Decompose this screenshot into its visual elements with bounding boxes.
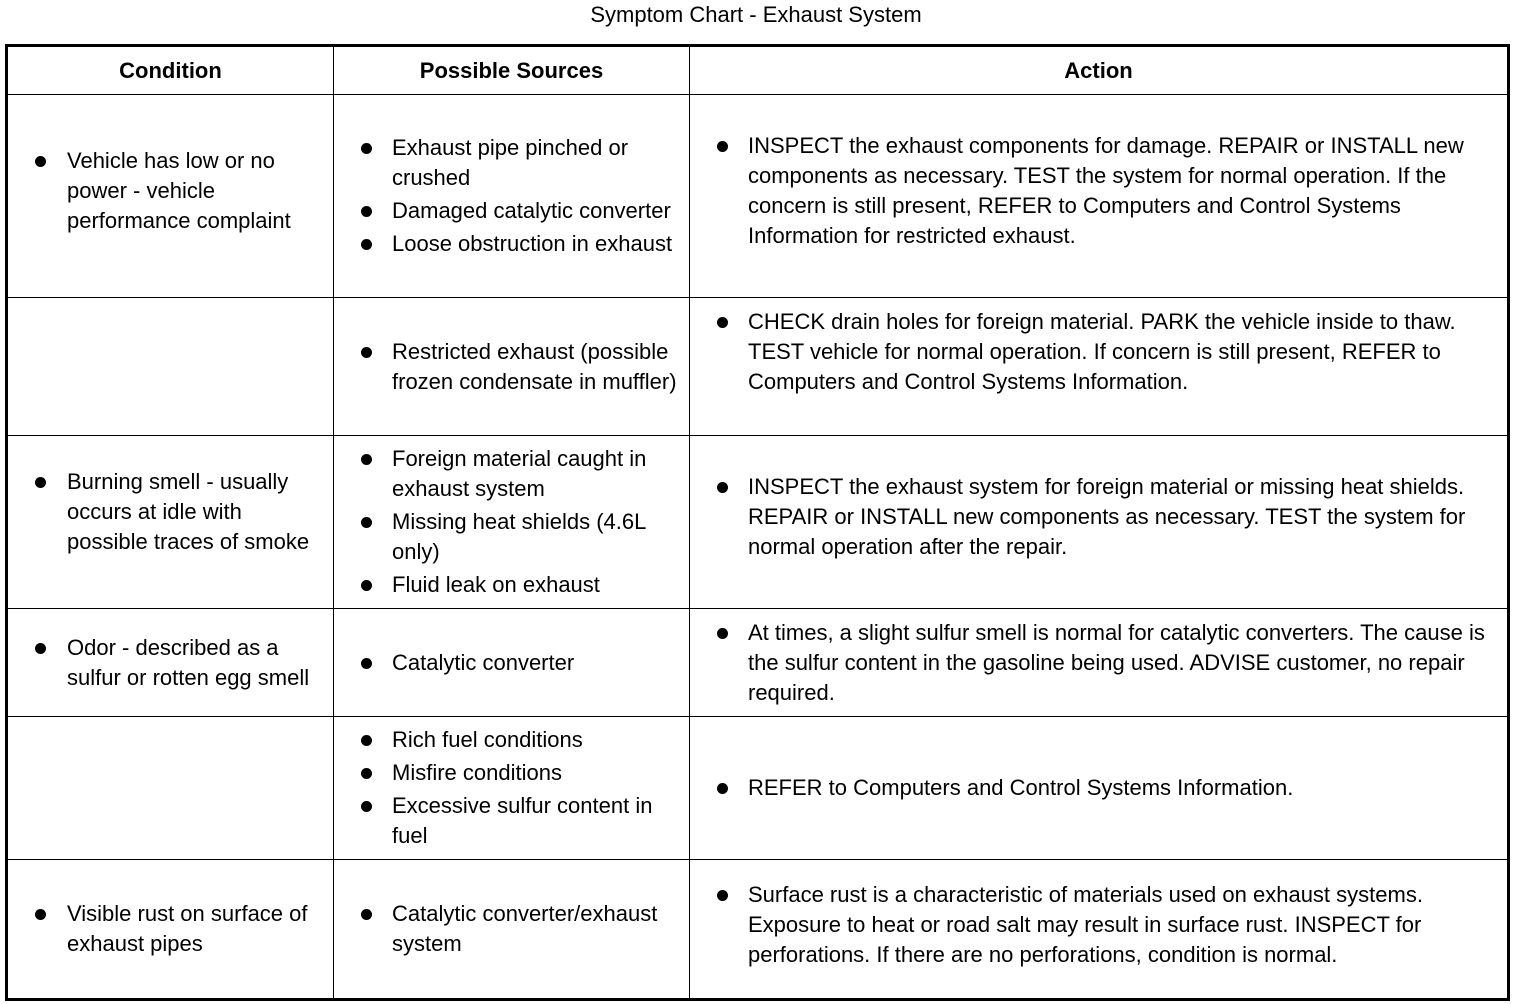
bullet-icon (361, 909, 372, 920)
condition-item (8, 146, 333, 236)
source-text: Fluid leak on exhaust (392, 572, 600, 597)
action-item (690, 773, 1507, 803)
source-text: Excessive sulfur content in fuel (392, 793, 653, 848)
action-cell (690, 609, 1509, 717)
bullet-icon (361, 454, 372, 465)
bullet-icon (361, 801, 372, 812)
source-item (334, 444, 689, 504)
condition-cell (7, 298, 334, 436)
condition-cell (7, 436, 334, 609)
condition-text: Odor - described as a sulfur or rotten egg smell (67, 634, 310, 690)
source-item (334, 648, 689, 678)
source-item (334, 133, 689, 193)
column-header-action: Action (690, 46, 1509, 95)
action-item (690, 131, 1507, 251)
bullet-icon (361, 347, 372, 358)
bullet-icon (717, 783, 728, 794)
action-item (690, 880, 1507, 970)
sources-cell (334, 95, 690, 298)
action-cell (690, 95, 1509, 298)
condition-item (8, 467, 333, 557)
condition-cell (7, 717, 334, 860)
bullet-icon (361, 768, 372, 779)
action-cell (690, 298, 1509, 436)
bullet-icon (361, 735, 372, 746)
condition-item (8, 633, 333, 693)
sources-cell (334, 436, 690, 609)
symptom-chart-table (5, 44, 1510, 1001)
action-text: INSPECT the exhaust components for damage. REPAIR or INSTALL new components as necessary. TEST the system for normal operation. If the concern is still present, REFER to Computers and Control Systems Information for restricted exhaust. (748, 133, 1464, 248)
source-text: Exhaust pipe pinched or crushed (392, 135, 629, 190)
action-text: INSPECT the exhaust system for foreign material or missing heat shields. REPAIR or INSTALL new components as necessary. TEST the system for normal operation after the repair. (748, 474, 1466, 559)
source-item (334, 507, 689, 567)
action-text: REFER to Computers and Control Systems Information. (748, 775, 1294, 800)
source-text: Damaged catalytic converter (392, 198, 671, 223)
bullet-icon (717, 890, 728, 901)
action-item (690, 618, 1507, 708)
page-title: Symptom Chart - Exhaust System (590, 2, 922, 27)
bullet-icon (35, 909, 46, 920)
action-item (690, 307, 1507, 397)
source-item (334, 725, 689, 755)
action-text: Surface rust is a characteristic of materials used on exhaust systems. Exposure to heat or road salt may result in surface rust. INSPECT for perforations. If there are no perforations, condition is normal. (748, 882, 1423, 967)
condition-cell (7, 609, 334, 717)
source-text: Missing heat shields (4.6L only) (392, 509, 646, 564)
source-item (334, 791, 689, 851)
table-row (7, 609, 1509, 717)
condition-text: Burning smell - usually occurs at idle with possible traces of smoke (67, 469, 310, 554)
bullet-icon (361, 143, 372, 154)
source-text: Restricted exhaust (possible frozen condensate in muffler) (392, 338, 677, 394)
condition-cell (7, 95, 334, 298)
action-cell (690, 717, 1509, 860)
bullet-icon (35, 477, 46, 488)
source-text: Foreign material caught in exhaust system (392, 446, 647, 501)
sources-cell (334, 717, 690, 860)
source-item (334, 758, 689, 788)
sources-cell (334, 609, 690, 717)
table-row (7, 436, 1509, 609)
sources-cell (334, 298, 690, 436)
table-row (7, 717, 1509, 860)
bullet-icon (361, 517, 372, 528)
table-row (7, 95, 1509, 298)
source-item (334, 337, 689, 397)
bullet-icon (717, 628, 728, 639)
action-item (690, 472, 1507, 562)
table-header-row (7, 46, 1509, 95)
bullet-icon (35, 643, 46, 654)
source-item (334, 229, 689, 259)
bullet-icon (361, 658, 372, 669)
bullet-icon (361, 580, 372, 591)
source-text: Catalytic converter/exhaust system (392, 901, 658, 956)
column-header-possible-sources: Possible Sources (334, 46, 690, 95)
bullet-icon (361, 206, 372, 217)
source-item (334, 899, 689, 959)
condition-cell (7, 860, 334, 1000)
condition-text: Vehicle has low or no power - vehicle performance complaint (67, 148, 291, 233)
source-text: Loose obstruction in exhaust (392, 231, 673, 256)
action-text: At times, a slight sulfur smell is normal for catalytic converters. The cause is the sulfur content in the gasoline being used. ADVISE customer, no repair required. (748, 619, 1485, 705)
action-text: CHECK drain holes for foreign material. PARK the vehicle inside to thaw. TEST vehicle for normal operation. If concern is still present, REFER to Computers and Control Systems Information. (748, 308, 1456, 394)
sources-cell (334, 860, 690, 1000)
source-text: Misfire conditions (392, 760, 562, 785)
bullet-icon (717, 482, 728, 493)
bullet-icon (35, 156, 46, 167)
source-text: Rich fuel conditions (392, 727, 583, 752)
action-cell (690, 436, 1509, 609)
bullet-icon (717, 141, 728, 152)
source-item (334, 196, 689, 226)
bullet-icon (361, 239, 372, 250)
source-item (334, 570, 689, 600)
condition-text: Visible rust on surface of exhaust pipes (67, 901, 308, 956)
table-row (7, 298, 1509, 436)
column-header-condition: Condition (7, 46, 334, 95)
table-row (7, 860, 1509, 1000)
bullet-icon (717, 317, 728, 328)
source-text: Catalytic converter (392, 649, 575, 675)
condition-item (8, 899, 333, 959)
action-cell (690, 860, 1509, 1000)
